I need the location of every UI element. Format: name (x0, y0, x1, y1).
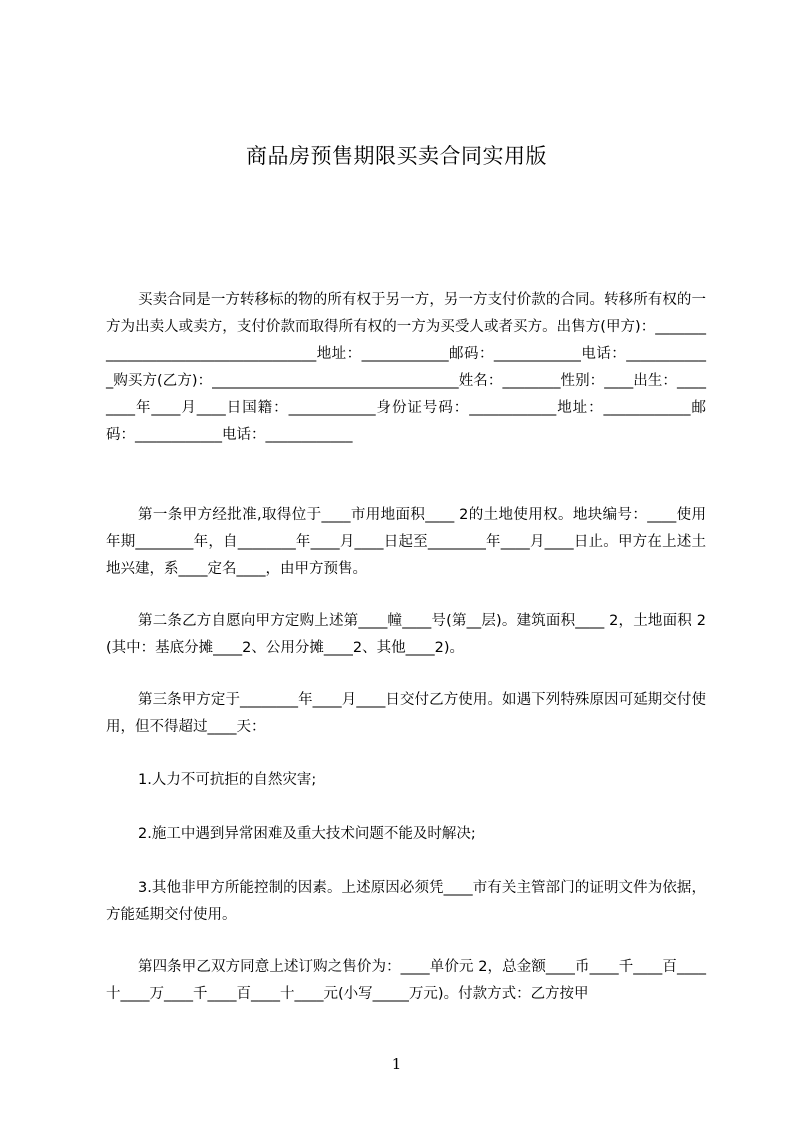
page-number: 1 (391, 1055, 402, 1073)
list-item-reason-2: 2.施工中遇到异常困难及重大技术问题不能及时解决; (138, 826, 476, 842)
list-item-reason-3: 3.其他非甲方所能控制的因素。上述原因必须凭____市有关主管部门的证明文件为依据，方能延期交付使用。 (106, 880, 706, 923)
paragraph-article-2: 第二条乙方自愿向甲方定购上述第____幢____号(第__层)。建筑面积____ 2，土地面积 2(其中：基底分摊____2、公用分摊____2、其他____2)。 (106, 613, 706, 656)
paragraph-article-1: 第一条甲方经批准,取得位于____市用地面积____ 2的土地使用权。地块编号：____使用年期________年，自________年____月____日起至________年____月____日止。甲方在上述土地兴建，系____定名____，由甲方预售。 (106, 507, 706, 577)
paragraph-article-4: 第四条甲乙双方同意上述订购之售价为：____单价元 2，总金额____币____千____百____十____万____千____百____十____元(小写_____万元)。付款方式：乙方按甲 (106, 959, 706, 1002)
paragraph-article-3: 第三条甲方定于________年____月____日交付乙方使用。如遇下列特殊原因可延期交付使用，但不得超过____天： (106, 692, 706, 735)
paragraph-intro-parties: 买卖合同是一方转移标的物的所有权于另一方，另一方支付价款的合同。转移所有权的一方为出卖人或卖方，支付价款而取得所有权的一方为买受人或者买方。出售方(甲方)：____________________________________地址：____________邮码：____________电话：____________购买方(乙方)：__________________________________姓名：________性别：____出生：________年____月____日国籍：____________身份证号码：____________地址：____________邮码：____________电话：____________ (106, 292, 706, 443)
list-item-reason-1: 1.人力不可抗拒的自然灾害; (138, 772, 317, 788)
document-title: 商品房预售期限买卖合同实用版 (246, 144, 547, 168)
